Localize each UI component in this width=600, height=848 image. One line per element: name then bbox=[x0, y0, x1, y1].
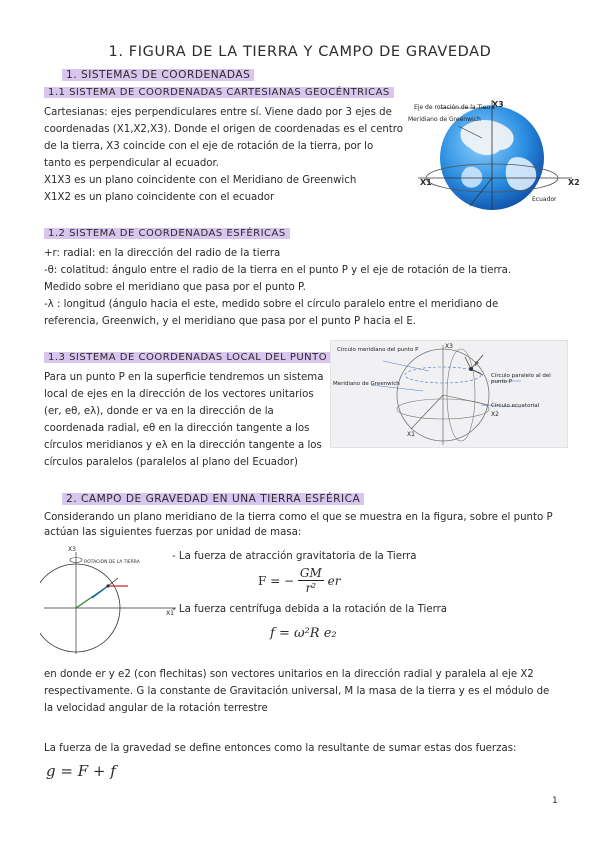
text-line: coordenadas (X1,X2,X3). Donde el origen de coordenadas es el centro bbox=[44, 124, 403, 135]
text-line: de la tierra, X3 coincide con el eje de rotación de la tierra, por lo bbox=[44, 141, 374, 152]
local-coordinates-figure bbox=[330, 340, 568, 448]
label-equator: Ecuador bbox=[532, 196, 557, 203]
section-2-heading: 2. CAMPO DE GRAVEDAD EN UNA TIERRA ESFÉRICA bbox=[62, 493, 364, 505]
subsection-1-3-heading: 1.3 SISTEMA DE COORDENADAS LOCAL DEL PUNTO bbox=[44, 352, 331, 363]
text-line: círculos meridianos y eλ en la dirección tangente a los bbox=[44, 440, 322, 451]
axis-x2-label: X2 bbox=[491, 411, 499, 418]
sphere-diagram bbox=[331, 341, 567, 447]
meridian-plane-figure bbox=[40, 546, 180, 656]
subsection-1-2-heading: 1.2 SISTEMA DE COORDENADAS ESFÉRICAS bbox=[44, 228, 290, 239]
gravity-definition-text: La fuerza de la gravedad se define entonces como la resultante de sumar estas dos fuerzas: bbox=[44, 743, 517, 754]
axis-x2-label: X2 bbox=[568, 178, 580, 187]
axis-x1-label: X1 bbox=[166, 610, 174, 617]
page-number: 1 bbox=[552, 796, 558, 806]
axis-x1-label: X1 bbox=[420, 178, 432, 187]
label-earth-rotation: ROTACIÓN DE LA TIERRA bbox=[84, 560, 140, 565]
label-parallel-circle: Círculo paralelo al del punto P bbox=[491, 373, 551, 385]
label-equatorial-circle: Círculo ecuatorial bbox=[491, 403, 540, 409]
point-p-label: P bbox=[475, 361, 479, 368]
subsection-1-1-text bbox=[44, 104, 403, 206]
centrifugal-force-label: - La fuerza centrífuga debida a la rotación de la Tierra bbox=[172, 604, 448, 615]
subsection-1-2-text bbox=[44, 245, 511, 330]
subsection-1-1-heading: 1.1 SISTEMA DE COORDENADAS CARTESIANAS GEOCÉNTRICAS bbox=[44, 87, 394, 98]
text-line: X1X2 es un plano coincidente con el ecuador bbox=[44, 192, 275, 203]
text-line: en donde er y e2 (con flechitas) son vectores unitarios en la dirección radial y paralela al eje X2 bbox=[44, 669, 534, 680]
text-line: local de ejes en la dirección de los vectores unitarios bbox=[44, 389, 314, 400]
section-1-heading: 1. SISTEMAS DE COORDENADAS bbox=[62, 69, 254, 81]
page-title: 1. FIGURA DE LA TIERRA Y CAMPO DE GRAVEDAD bbox=[108, 44, 492, 60]
text-line: tanto es perpendicular al ecuador. bbox=[44, 158, 220, 169]
equation-centrifugal-force: f = ω²R e₂ bbox=[270, 626, 337, 641]
label-rotation-axis: Eje de rotación de la Tierra bbox=[414, 104, 495, 111]
text-line: referencia, Greenwich, y el meridiano que pasa por el punto P hacia el E. bbox=[44, 316, 416, 327]
text-line: +r: radial: en la dirección del radio de la tierra bbox=[44, 248, 281, 259]
text-line: Cartesianas: ejes perpendiculares entre sí. Viene dado por 3 ejes de bbox=[44, 107, 392, 118]
globe-figure bbox=[400, 98, 580, 214]
label-greenwich: Meridiano de Greenwich bbox=[408, 116, 481, 123]
equation-gravity: g = F + f bbox=[46, 762, 116, 780]
text-line: -λ : longitud (ángulo hacia el este, medido sobre el círculo paralelo entre el meridiano de bbox=[44, 299, 499, 310]
text-line: círculos paralelos (paralelos al plano del Ecuador) bbox=[44, 457, 298, 468]
equation-gravitational-force: F = − $\frac{GM}{\text{r²}}$ er bbox=[258, 566, 341, 595]
label-circle-meridian: Círculo meridiano del punto P bbox=[337, 347, 419, 353]
axis-x3-label: X3 bbox=[492, 100, 504, 109]
subsection-1-3-text bbox=[44, 369, 323, 471]
text-line: X1X3 es un plano coincidente con el Meridiano de Greenwich bbox=[44, 175, 357, 186]
text-line: (er, eθ, eλ), donde er va en la dirección de la bbox=[44, 406, 274, 417]
text-line: Medido sobre el meridiano que pasa por el punto P. bbox=[44, 282, 306, 293]
axis-x3-label: X3 bbox=[68, 546, 76, 553]
label-greenwich-meridian: Meridiano de Greenwich bbox=[333, 381, 400, 387]
text-line: respectivamente. G la constante de Gravitación universal, M la masa de la tierra y es el módulo de bbox=[44, 686, 550, 697]
text-line: Considerando un plano meridiano de la tierra como el que se muestra en la figura, sobre el punto P bbox=[44, 512, 553, 523]
text-line: Para un punto P en la superficie tendremos un sistema bbox=[44, 372, 324, 383]
text-line: la velocidad angular de la rotación terrestre bbox=[44, 703, 268, 714]
text-line: -θ: colatitud: ángulo entre el radio de la tierra en el punto P y el eje de rotación de la tierra. bbox=[44, 265, 512, 276]
text-line: coordenada radial, eθ en la dirección tangente a los bbox=[44, 423, 310, 434]
axis-x1-label: X1 bbox=[407, 431, 415, 438]
section-2-explanation bbox=[44, 666, 549, 717]
text-line: actúan las siguientes fuerzas por unidad de masa: bbox=[44, 527, 302, 538]
axis-x3-label: X3 bbox=[445, 343, 453, 350]
gravitational-force-label: - La fuerza de atracción gravitatoria de la Tierra bbox=[172, 551, 417, 562]
section-2-intro bbox=[44, 510, 553, 540]
